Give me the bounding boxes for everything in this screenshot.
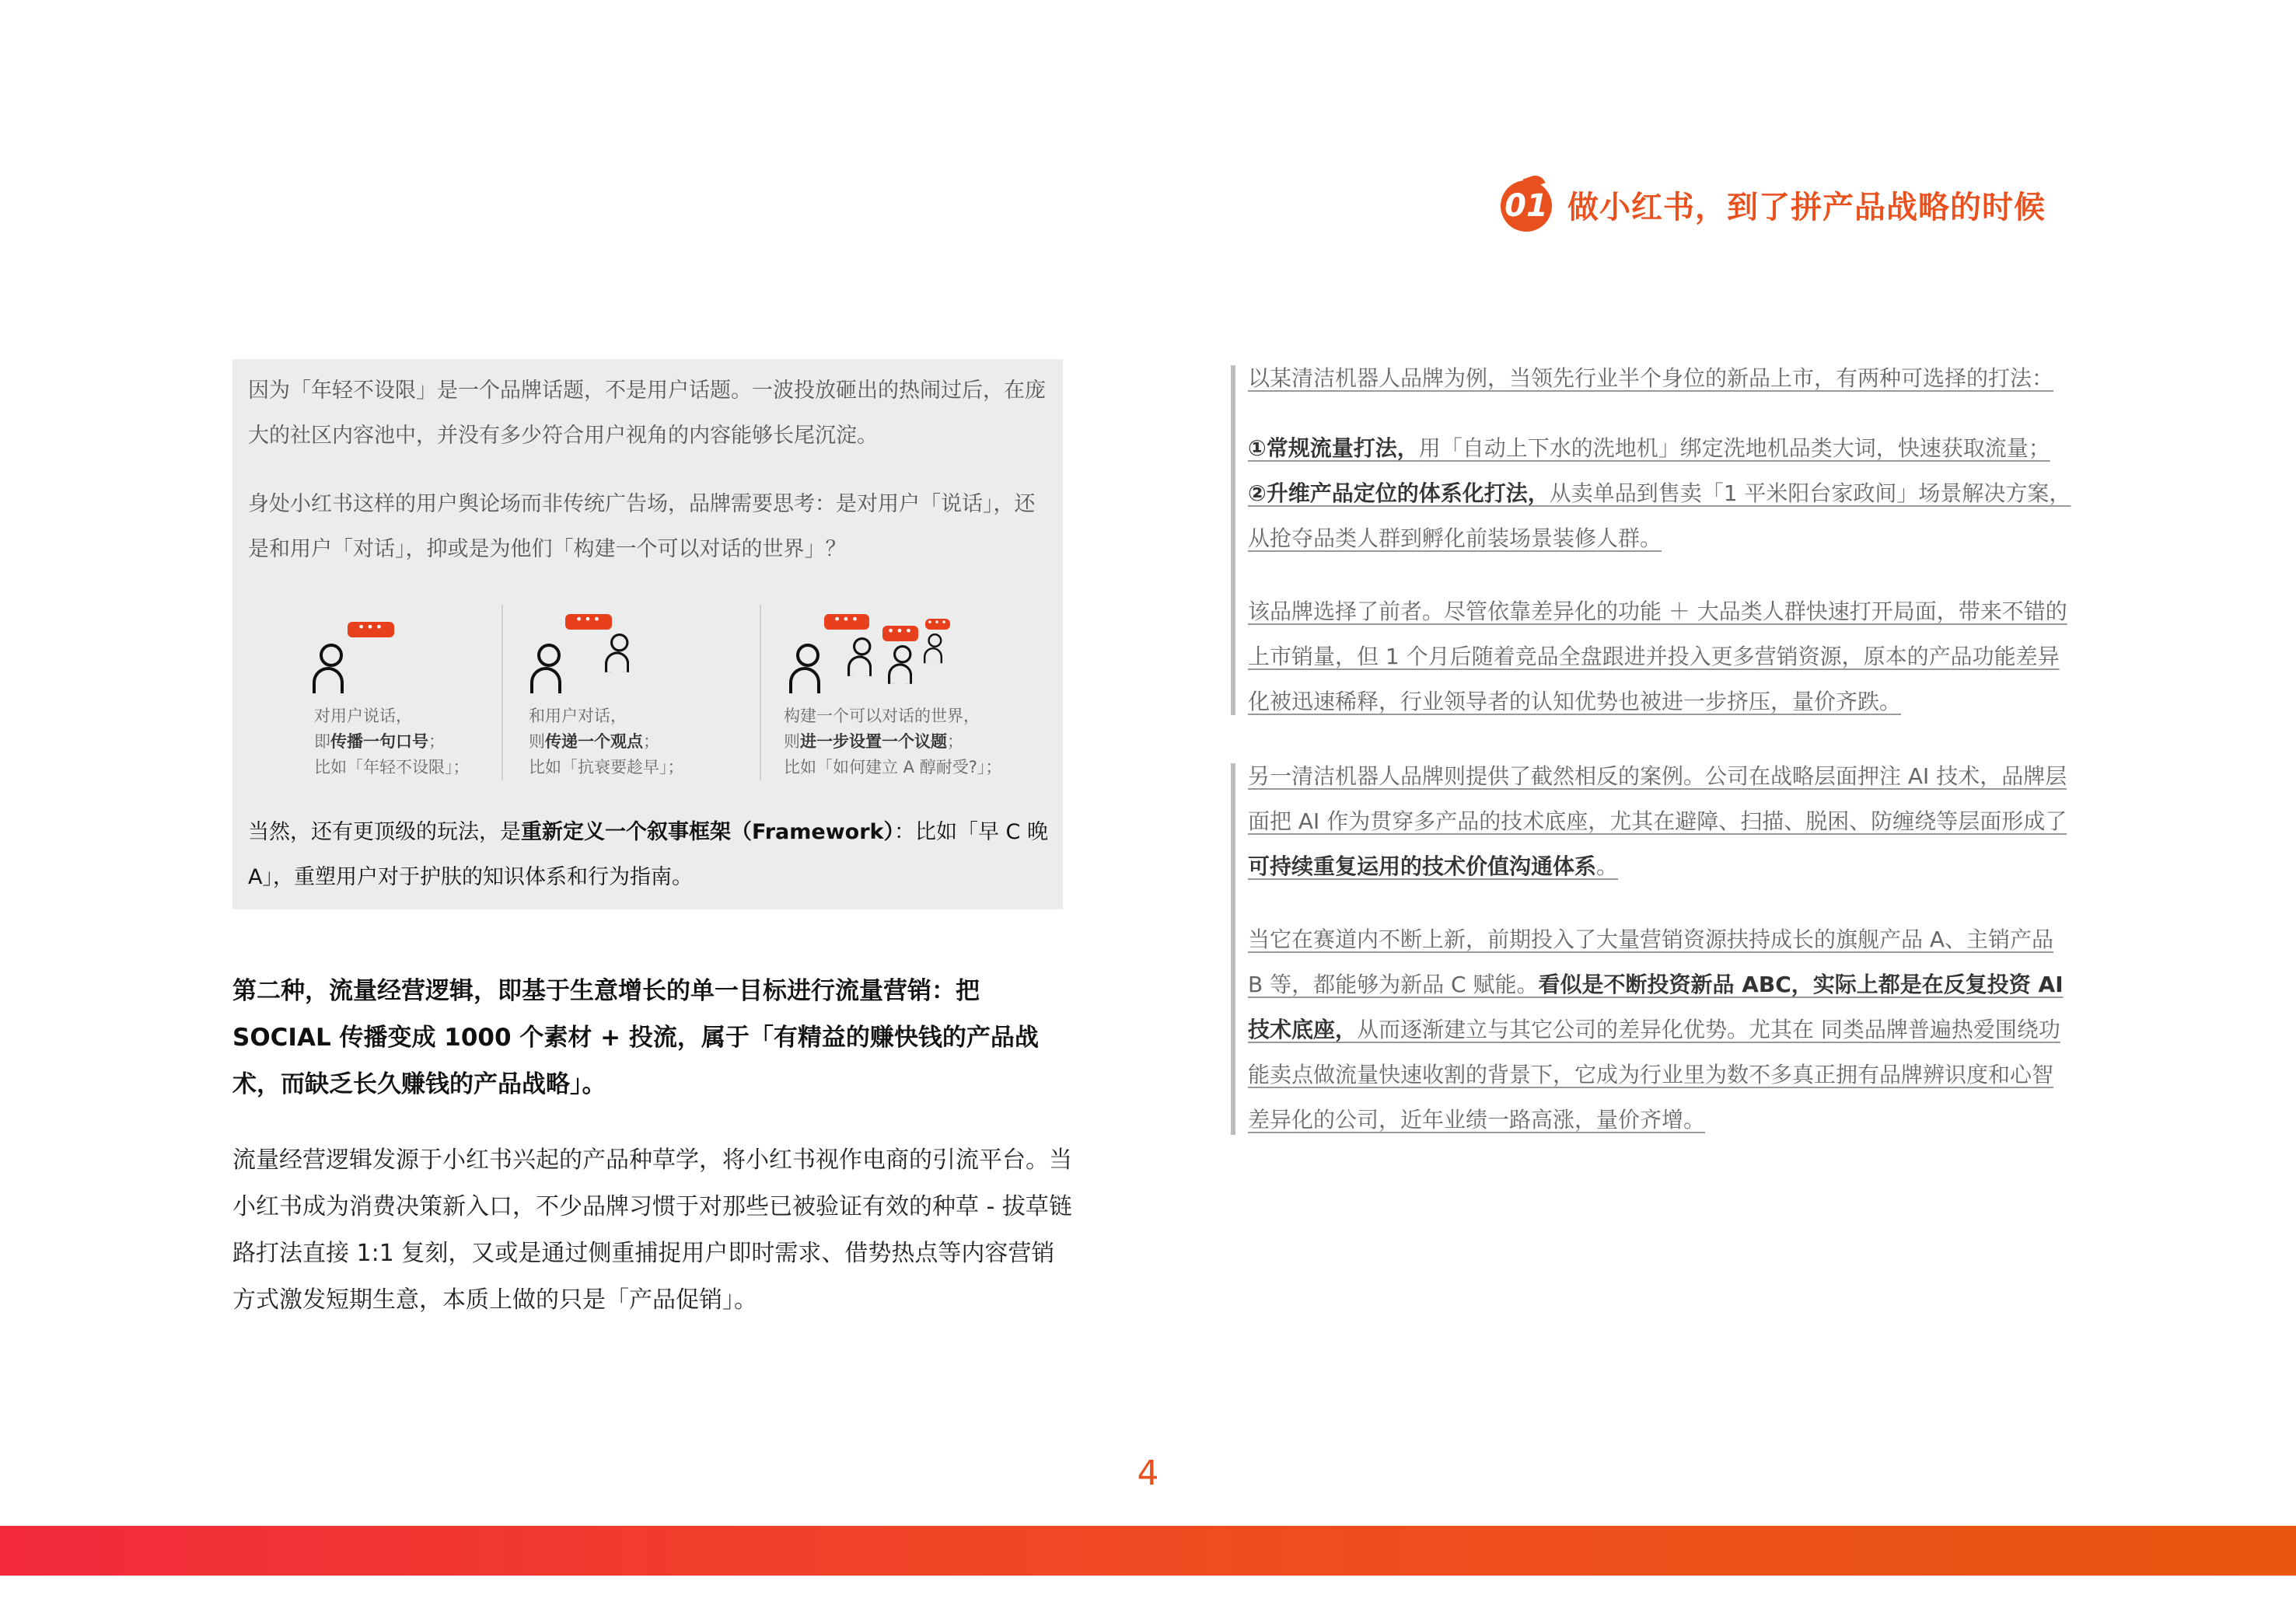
case-intro: 以某清洁机器人品牌为例，当领先行业半个身位的新品上市，有两种可选择的打法： (1248, 365, 2054, 391)
person-icon (888, 645, 912, 684)
person-icon (313, 644, 344, 693)
section-title: 做小红书，到了拼产品战略的时候 (1567, 189, 2046, 225)
chat-bubble-icon: ••• (882, 626, 918, 641)
person-icon (924, 633, 942, 663)
panel-paragraph-1: 因为「年轻不设限」是一个品牌话题，不是用户话题。一波投放砸出的热闹过后，在庞大的社区内容池中，并没有多少符合用户视角的内容能够长尾沉淀。 (248, 379, 1046, 448)
quote-bar (1231, 763, 1235, 1135)
case-options: ①常规流量打法，用「自动上下水的洗地机」绑定洗地机品类大词，快速获取流量； ②升维产品定位的体系化打法，从卖单品到售卖「1 平米阳台家政间」场景解决方案，从抢夺品类人群到孵化前装场景装修人群。 (1248, 435, 2071, 551)
case-result: 该品牌选择了前者。尽管依靠差异化的功能 ＋ 大品类人群快速打开局面，带来不错的上市销量，但 1 个月后随着竞品全盘跟进并投入更多营销资源，原本的产品功能差异化被迅速稀释，行业领导者的认知优势也被进一步挤压，量价齐跌。 (1248, 599, 2067, 714)
illustration-caption: 对用户说话， 即传播一句口号； 比如「年轻不设限」； (314, 707, 470, 777)
footer-bar (0, 1526, 2296, 1576)
divider (760, 605, 761, 780)
page-number: 4 (1137, 1454, 1159, 1493)
panel-paragraph-3: 当然，还有更顶级的玩法，是重新定义一个叙事框架（Framework）：比如「早 C 晚 A」，重塑用户对于护肤的知识体系和行为指南。 (248, 820, 1048, 889)
section-number: 01 (1504, 188, 1548, 224)
panel-paragraph-2: 身处小红书这样的用户舆论场而非传统广告场，品牌需要思考：是对用户「说话」，还是和用户「对话」，抑或是为他们「构建一个可以对话的世界」？ (248, 492, 1036, 561)
chat-bubble-icon: ••• (565, 614, 612, 630)
illustration-caption: 构建一个可以对话的世界， 则进一步设置一个议题； 比如「如何建立 A 醇耐受?」； (784, 707, 1002, 777)
chat-bubble-icon: ••• (925, 619, 950, 630)
case-contrast-detail: 当它在赛道内不断上新，前期投入了大量营销资源扶持成长的旗舰产品 A、主销产品 B 等，都能够为新品 C 赋能。看似是不断投资新品 ABC，实际上都是在反复投资 AI 技术底座，从而逐渐建立与其它公司的差异化优势。尤其在 同类品牌普遍热爱围绕功能卖点做流量快速收割的背景下，它成为行业里为数不多真正拥有品牌辨识度和心智差异化的公司，近年业绩一路高涨，量价齐增。 (1248, 927, 2064, 1133)
case-contrast: 另一清洁机器人品牌则提供了截然相反的案例。公司在战略层面押注 AI 技术，品牌层面把 AI 作为贯穿多产品的技术底座，尤其在避障、扫描、脱困、防缠绕等层面形成了可持续重复运用的技术价值沟通体系。 (1248, 763, 2067, 879)
person-icon (789, 644, 820, 693)
person-icon (847, 637, 872, 676)
chat-bubble-icon: ••• (824, 614, 869, 630)
quote-bar (1231, 365, 1235, 715)
divider (501, 605, 503, 780)
illustration-caption: 和用户对话， 则传递一个观点； 比如「抗衰要趁早」； (529, 707, 684, 777)
person-icon (530, 644, 561, 693)
chat-bubble-icon: ••• (348, 622, 394, 637)
person-icon (605, 633, 629, 672)
section-header (1501, 176, 2046, 233)
section-number-badge (1501, 176, 1558, 233)
highlight-statement: 第二种，流量经营逻辑，即基于生意增长的单一目标进行流量营销：把 SOCIAL 传播变成 1000 个素材 + 投流，属于「有精益的赚快钱的产品战术，而缺乏长久赚钱的产品战略」。 (232, 977, 1039, 1098)
body-paragraph: 流量经营逻辑发源于小红书兴起的产品种草学，将小红书视作电商的引流平台。当小红书成为消费决策新入口，不少品牌习惯于对那些已被验证有效的种草 - 拔草链路打法直接 1:1 复刻，又或是通过侧重捕捉用户即时需求、借势热点等内容营销方式激发短期生意，本质上做的只是「产品促销」。 (232, 1147, 1072, 1314)
